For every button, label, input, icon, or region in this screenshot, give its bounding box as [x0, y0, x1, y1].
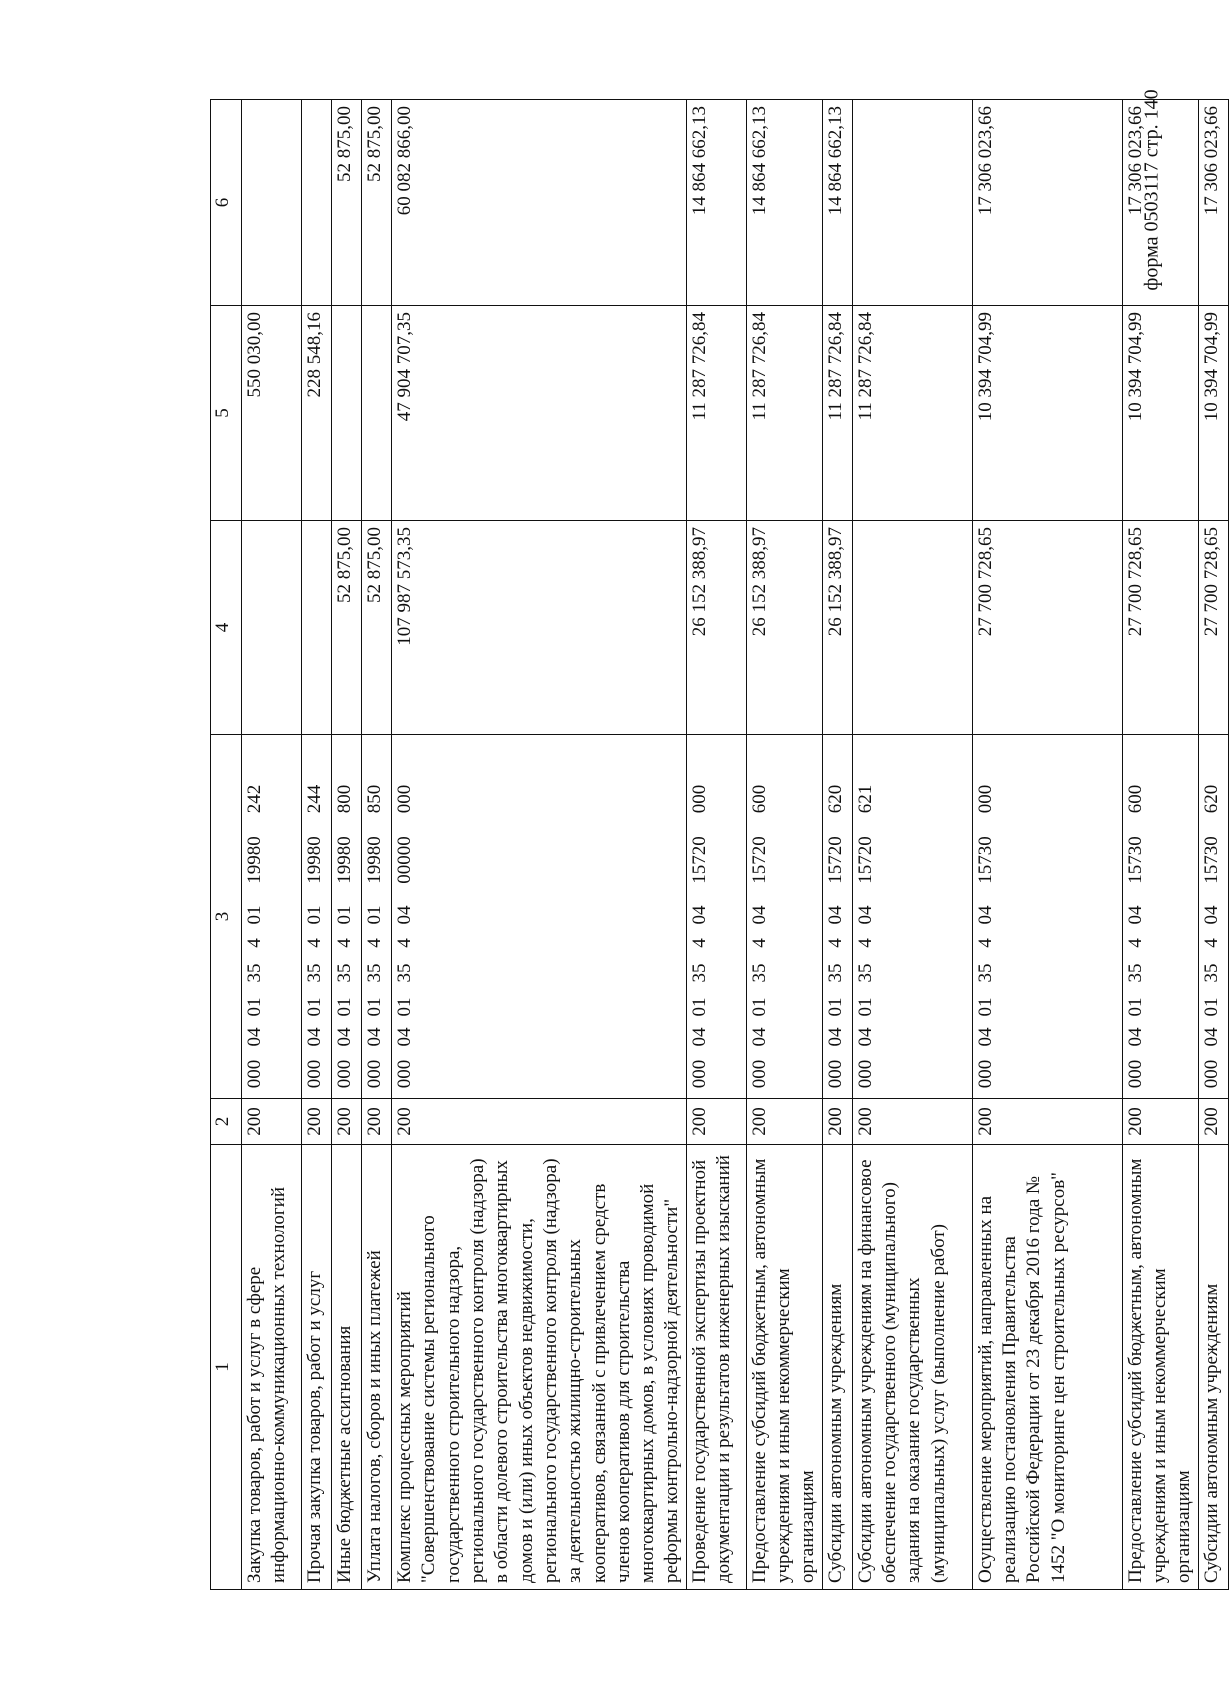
table-row: [972, 100, 1122, 1590]
code-segment: 620: [824, 784, 846, 814]
column-header: 1: [211, 1145, 242, 1590]
code-segment: 35: [974, 963, 996, 983]
code-segment: 4: [1200, 938, 1222, 948]
row-executed-cell: 10 394 704,99: [972, 306, 1122, 521]
row-executed-cell: 11 287 726,84: [746, 306, 822, 521]
code-segment: 01: [334, 905, 355, 925]
code-segment: 000: [394, 1059, 415, 1089]
code-segment: 01: [334, 997, 355, 1017]
code-segment: 15730: [1124, 836, 1146, 884]
row-unexecuted-cell: 17 306 023,66: [1198, 100, 1228, 306]
row-classification-code-cell: [852, 735, 972, 1099]
code-segment: 621: [854, 784, 876, 814]
row-approved-cell: 27 700 728,65: [972, 521, 1122, 735]
code-segment: 01: [394, 997, 415, 1017]
row-executed-cell: 228 548,16: [302, 306, 332, 521]
row-classification-code-cell: [686, 735, 746, 1099]
row-executed-cell: [362, 306, 392, 521]
table-row: [746, 100, 822, 1590]
code-segment: 04: [974, 905, 996, 925]
code-segment: 04: [854, 1027, 876, 1047]
code-segment: 000: [974, 1059, 996, 1089]
table-row: [302, 100, 332, 1590]
row-name-cell: Проведение государственной экспертизы проектной документации и результатов инженерных изысканий: [686, 1145, 746, 1590]
code-segment: 01: [364, 905, 385, 925]
row-unexecuted-cell: 52 875,00: [332, 100, 362, 306]
table-row: [242, 100, 302, 1590]
code-segment: 04: [244, 1027, 265, 1047]
column-header: 2: [211, 1099, 242, 1145]
code-segment: 19980: [244, 836, 265, 884]
code-segment: 01: [304, 997, 325, 1017]
code-segment: 000: [688, 784, 710, 814]
table-row: [362, 100, 392, 1590]
row-classification-code-cell: [822, 735, 852, 1099]
code-segment: 04: [1200, 905, 1222, 925]
code-segment: 04: [334, 1027, 355, 1047]
row-line-code-cell: 200: [242, 1099, 302, 1145]
code-segment: 35: [334, 963, 355, 983]
row-approved-cell: 27 700 728,65: [1198, 521, 1228, 735]
code-segment: 4: [364, 938, 385, 948]
row-name-cell: Иные бюджетные ассигнования: [332, 1145, 362, 1590]
row-approved-cell: [302, 521, 332, 735]
code-segment: 01: [748, 997, 770, 1017]
code-segment: 15720: [748, 836, 770, 884]
code-segment: 04: [824, 1027, 846, 1047]
row-line-code-cell: 200: [1122, 1099, 1198, 1145]
row-approved-cell: 26 152 388,97: [686, 521, 746, 735]
row-name-cell: Субсидии автономным учреждениям: [1198, 1145, 1228, 1590]
code-segment: 4: [394, 938, 415, 948]
code-segment: 4: [1124, 938, 1146, 948]
row-executed-cell: 11 287 726,84: [686, 306, 746, 521]
row-approved-cell: 26 152 388,97: [822, 521, 852, 735]
row-unexecuted-cell: 52 875,00: [362, 100, 392, 306]
code-segment: 000: [1124, 1059, 1146, 1089]
code-segment: 01: [1200, 997, 1222, 1017]
table-row: [332, 100, 362, 1590]
code-segment: 000: [824, 1059, 846, 1089]
table-row: [1122, 100, 1198, 1590]
table-row: [822, 100, 852, 1590]
row-classification-code-cell: [1198, 735, 1228, 1099]
code-segment: 000: [1200, 1059, 1222, 1089]
row-classification-code-cell: [972, 735, 1122, 1099]
code-segment: 35: [748, 963, 770, 983]
code-segment: 19980: [334, 836, 355, 884]
code-segment: 04: [304, 1027, 325, 1047]
row-unexecuted-cell: 14 864 662,13: [686, 100, 746, 306]
code-segment: 04: [748, 905, 770, 925]
row-name-cell: Уплата налогов, сборов и иных платежей: [362, 1145, 392, 1590]
code-segment: 244: [304, 784, 325, 814]
row-unexecuted-cell: 14 864 662,13: [822, 100, 852, 306]
code-segment: 000: [304, 1059, 325, 1089]
code-segment: 04: [394, 1027, 415, 1047]
code-segment: 4: [974, 938, 996, 948]
row-approved-cell: 52 875,00: [332, 521, 362, 735]
row-classification-code-cell: [242, 735, 302, 1099]
code-segment: 01: [304, 905, 325, 925]
row-name-cell: Предоставление субсидий бюджетным, автономным учреждениям и иным некоммерческим организациям: [746, 1145, 822, 1590]
code-segment: 04: [974, 1027, 996, 1047]
code-segment: 01: [688, 997, 710, 1017]
row-approved-cell: [852, 521, 972, 735]
code-segment: 850: [364, 784, 385, 814]
code-segment: 04: [364, 1027, 385, 1047]
row-classification-code-cell: [302, 735, 332, 1099]
code-segment: 35: [854, 963, 876, 983]
row-line-code-cell: 200: [1198, 1099, 1228, 1145]
table-row: [1198, 100, 1228, 1590]
row-executed-cell: 47 904 707,35: [392, 306, 687, 521]
row-name-cell: Субсидии автономным учреждениям на финансовое обеспечение государственного (муниципального) задания на оказание государственных (муниципальных) услуг (выполнение работ): [852, 1145, 972, 1590]
row-name-cell: Прочая закупка товаров, работ и услуг: [302, 1145, 332, 1590]
column-header: 5: [211, 306, 242, 521]
code-segment: 000: [364, 1059, 385, 1089]
row-name-cell: Предоставление субсидий бюджетным, автономным учреждениям и иным некоммерческим организациям: [1122, 1145, 1198, 1590]
row-unexecuted-cell: 60 082 866,00: [392, 100, 687, 306]
code-segment: 01: [364, 997, 385, 1017]
row-classification-code-cell: [746, 735, 822, 1099]
budget-execution-table: [210, 99, 1229, 1590]
row-executed-cell: 10 394 704,99: [1122, 306, 1198, 521]
code-segment: 4: [304, 938, 325, 948]
code-segment: 620: [1200, 784, 1222, 814]
code-segment: 4: [244, 938, 265, 948]
code-segment: 000: [244, 1059, 265, 1089]
table-row: [392, 100, 687, 1590]
code-segment: 15720: [854, 836, 876, 884]
row-executed-cell: 550 030,00: [242, 306, 302, 521]
code-segment: 35: [304, 963, 325, 983]
code-segment: 000: [974, 784, 996, 814]
code-segment: 04: [394, 905, 415, 925]
code-segment: 800: [334, 784, 355, 814]
row-approved-cell: 52 875,00: [362, 521, 392, 735]
row-line-code-cell: 200: [332, 1099, 362, 1145]
code-segment: 04: [1124, 905, 1146, 925]
code-segment: 242: [244, 784, 265, 814]
code-segment: 04: [688, 905, 710, 925]
code-segment: 04: [688, 1027, 710, 1047]
code-segment: 600: [748, 784, 770, 814]
code-segment: 01: [1124, 997, 1146, 1017]
code-segment: 600: [1124, 784, 1146, 814]
code-segment: 4: [688, 938, 710, 948]
code-segment: 01: [824, 997, 846, 1017]
row-approved-cell: [242, 521, 302, 735]
code-segment: 4: [334, 938, 355, 948]
code-segment: 4: [824, 938, 846, 948]
code-segment: 4: [748, 938, 770, 948]
code-segment: 19980: [304, 836, 325, 884]
code-segment: 35: [1124, 963, 1146, 983]
table-header-row: [211, 100, 242, 1590]
row-classification-code-cell: [332, 735, 362, 1099]
row-unexecuted-cell: 17 306 023,66: [1122, 100, 1198, 306]
code-segment: 15720: [824, 836, 846, 884]
row-name-cell: Осуществление мероприятий, направленных на реализацию постановления Правительства Российской Федерации от 23 декабря 2016 года № 1452 "О мониторинге цен строительных ресурсов": [972, 1145, 1122, 1590]
row-unexecuted-cell: [302, 100, 332, 306]
code-segment: 15720: [688, 836, 710, 884]
row-name-cell: Закупка товаров, работ и услуг в сфере информационно-коммуникационных технологий: [242, 1145, 302, 1590]
row-executed-cell: 11 287 726,84: [822, 306, 852, 521]
row-line-code-cell: 200: [302, 1099, 332, 1145]
code-segment: 000: [394, 784, 415, 814]
code-segment: 35: [364, 963, 385, 983]
code-segment: 04: [824, 905, 846, 925]
column-header: 6: [211, 100, 242, 306]
code-segment: 35: [394, 963, 415, 983]
form-page-label: форма 0503117 стр. 140: [1140, 89, 1163, 291]
code-segment: 04: [1124, 1027, 1146, 1047]
code-segment: 000: [688, 1059, 710, 1089]
table-body: [242, 100, 1229, 1590]
code-segment: 35: [824, 963, 846, 983]
code-segment: 4: [854, 938, 876, 948]
code-segment: 01: [244, 997, 265, 1017]
row-approved-cell: 27 700 728,65: [1122, 521, 1198, 735]
code-segment: 000: [334, 1059, 355, 1089]
row-line-code-cell: 200: [362, 1099, 392, 1145]
row-line-code-cell: 200: [392, 1099, 687, 1145]
code-segment: 01: [974, 997, 996, 1017]
table-row: [686, 100, 746, 1590]
code-segment: 00000: [394, 836, 415, 884]
row-line-code-cell: 200: [746, 1099, 822, 1145]
row-line-code-cell: 200: [822, 1099, 852, 1145]
code-segment: 35: [688, 963, 710, 983]
row-executed-cell: [332, 306, 362, 521]
code-segment: 04: [1200, 1027, 1222, 1047]
row-unexecuted-cell: 14 864 662,13: [746, 100, 822, 306]
code-segment: 01: [244, 905, 265, 925]
row-approved-cell: 107 987 573,35: [392, 521, 687, 735]
code-segment: 04: [854, 905, 876, 925]
code-segment: 000: [748, 1059, 770, 1089]
row-approved-cell: 26 152 388,97: [746, 521, 822, 735]
code-segment: 35: [1200, 963, 1222, 983]
row-classification-code-cell: [362, 735, 392, 1099]
row-unexecuted-cell: [852, 100, 972, 306]
row-line-code-cell: 200: [852, 1099, 972, 1145]
code-segment: 19980: [364, 836, 385, 884]
row-executed-cell: 11 287 726,84: [852, 306, 972, 521]
code-segment: 000: [854, 1059, 876, 1089]
row-executed-cell: 10 394 704,99: [1198, 306, 1228, 521]
row-classification-code-cell: [392, 735, 687, 1099]
row-line-code-cell: 200: [686, 1099, 746, 1145]
row-line-code-cell: 200: [972, 1099, 1122, 1145]
code-segment: 04: [748, 1027, 770, 1047]
column-header: 3: [211, 735, 242, 1099]
table-row: [852, 100, 972, 1590]
row-unexecuted-cell: 17 306 023,66: [972, 100, 1122, 306]
code-segment: 35: [244, 963, 265, 983]
row-unexecuted-cell: [242, 100, 302, 306]
column-header: 4: [211, 521, 242, 735]
row-name-cell: Комплекс процессных мероприятий "Совершенствование системы регионального государственного строительного надзора, регионального государственного контроля (надзора) в области долевого строительства многоквартирных домов и (или) иных объектов недвижимости, регионального государственного контроля (надзора) за деятельностью жилищно-строительных кооперативов, связанной с привлечением средств членов кооперативов для строительства многоквартирных домов, в условиях проводимой реформы контрольно-надзорной деятельности": [392, 1145, 687, 1590]
code-segment: 15730: [1200, 836, 1222, 884]
code-segment: 15730: [974, 836, 996, 884]
row-classification-code-cell: [1122, 735, 1198, 1099]
row-name-cell: Субсидии автономным учреждениям: [822, 1145, 852, 1590]
code-segment: 01: [854, 997, 876, 1017]
